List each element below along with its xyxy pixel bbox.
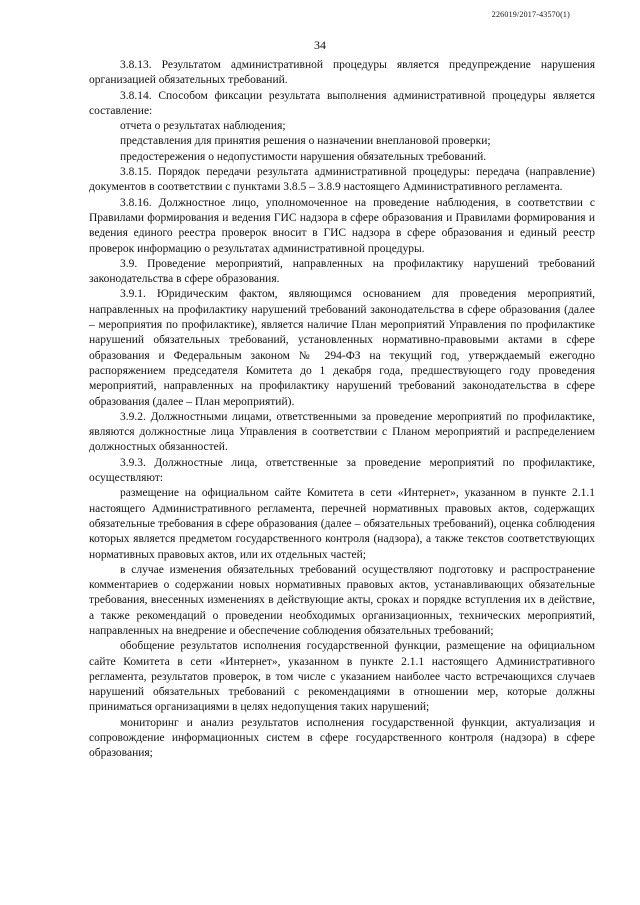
paragraph-3-8-16: 3.8.16. Должностное лицо, уполномоченное на проведение наблюдения, в соответствии с Правилами формирования и ведения ГИС надзора в сфере образования и Правилами формирования и ведения единого реестра проверок вносит в ГИС надзора в сфере образования и единый реестр проверок информацию о результатах административной процедуры. bbox=[89, 196, 595, 255]
paragraph-3-8-15: 3.8.15. Порядок передачи результата административной процедуры: передача (направление) документов в соответствии с пунктами 3.8.5 – 3.8.9 настоящего Административного регламента. bbox=[89, 166, 595, 194]
paragraph-3-9-1: 3.9.1. Юридическим фактом, являющимся основанием для проведения мероприятий, направленных на профилактику нарушений требований законодательства в сфере образования (далее – мероприятия по профилактике), является наличие План мероприятий Управления по профилактике нарушений обязательных требований, установленных нормативно-правовыми актами в сфере образования и Федеральным законом № 294-ФЗ на текущий год, утверждаемый ежегодно распоряжением председателя Комитета до 1 декабря года, предшествующего году проведения мероприятий, направленных на профилактику нарушений требований законодательства в сфере образования (далее – План мероприятий). bbox=[89, 288, 595, 408]
list-item-monitoring: мониторинг и анализ результатов исполнения государственной функции, актуализация и сопровождение информационных систем в сфере государственного контроля (надзора) в сфере образования; bbox=[89, 716, 595, 760]
paragraph-3-8-13: 3.8.13. Результатом административной процедуры является предупреждение нарушения организацией обязательных требований. bbox=[89, 59, 595, 87]
section-3-9-heading: 3.9. Проведение мероприятий, направленных на профилактику нарушений требований законодательства в сфере образования. bbox=[89, 257, 595, 286]
page-number: 34 bbox=[314, 38, 326, 52]
paragraph-3-9-2: 3.9.2. Должностными лицами, ответственными за проведение мероприятий по профилактике, являются должностные лица Управления в соответствии с Планом мероприятий и распределением должностных обязанностей. bbox=[89, 410, 595, 454]
paragraph-3-9-3: 3.9.3. Должностные лица, ответственные за проведение мероприятий по профилактике, осуществляют: bbox=[89, 456, 595, 485]
paragraph-3-8-14: 3.8.14. Способом фиксации результата выполнения административной процедуры является составление: bbox=[89, 89, 595, 117]
list-item-publication: размещение на официальном сайте Комитета в сети «Интернет», указанном в пункте 2.1.1 настоящего Административного регламента, перечней нормативных правовых актов, содержащих обязательные требования в сфере образования (далее – обязательных требований), оценка соблюдения которых является предметом государственного контроля (надзора), а также текстов соответствующих нормативных правовых актов, или их отдельных частей; bbox=[89, 487, 595, 561]
document-id: 226019/2017-43570(1) bbox=[491, 10, 570, 19]
document-body bbox=[89, 58, 595, 762]
list-item-generalization: обобщение результатов исполнения государственной функции, размещение на официальном сайте Комитета в сети «Интернет», указанном в пункте 2.1.1 настоящего Административного регламента, результатов проверок, в том числе с указанием наиболее часто встречающихся случаев нарушений обязательных требований с рекомендациями в отношении мер, которые должны приниматься организациями в целях недопущения таких нарушений; bbox=[89, 640, 595, 714]
list-item-submission: представления для принятия решения о назначении внеплановой проверки; bbox=[120, 135, 491, 148]
list-item-report: отчета о результатах наблюдения; bbox=[120, 120, 286, 133]
list-item-comments: в случае изменения обязательных требований осуществляют подготовку и распространение комментариев о содержании новых нормативных правовых актов, устанавливающих обязательные требования, внесенных изменениях в действующие акты, сроках и порядке вступления их в действие, а также рекомендаций о проведении необходимых организационных, технических мероприятий, направленных на внедрение и обеспечение соблюдения обязательных требований; bbox=[89, 563, 595, 637]
list-item-warning: предостережения о недопустимости нарушения обязательных требований. bbox=[120, 150, 487, 163]
